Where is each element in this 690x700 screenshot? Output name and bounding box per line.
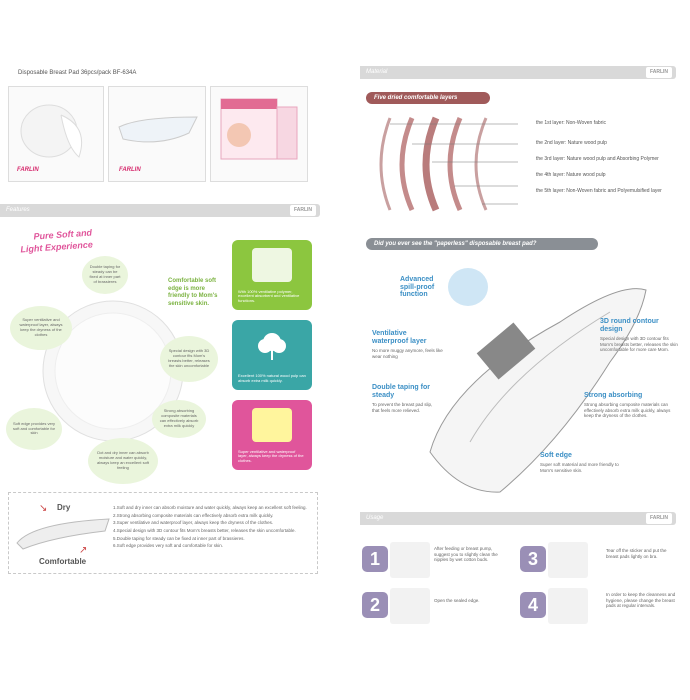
feature-list <box>113 505 313 549</box>
step-text: Tear off the sticker and put the breast pads lightly on bra. <box>606 548 667 559</box>
usage-banner <box>360 512 676 525</box>
feature-list-item: 6.Soft edge provides very soft and comfortable for skin. <box>113 543 224 549</box>
step-text: Open the sealed edge. <box>434 598 480 603</box>
question-pill: Did you ever see the "paperless" disposable breast pad? <box>366 238 598 250</box>
product-photo-pad <box>8 86 104 182</box>
headline-line-2: Light Experience <box>20 239 94 255</box>
layer-label: the 2nd layer: Nature wood pulp <box>536 140 607 146</box>
brand-logo: FARLIN <box>119 167 141 173</box>
spill-proof-icon <box>448 268 488 306</box>
pad-3d-illustration <box>410 262 660 502</box>
headline-line-1: Pure Soft and <box>33 227 93 242</box>
layers-illustration <box>368 110 518 220</box>
layers-pill: Five dried comfortable layers <box>366 92 490 104</box>
cotton-icon <box>252 328 292 362</box>
double-taping-desc: To prevent the breast pad slip, that feels more relieved. <box>372 402 433 413</box>
polymer-icon <box>252 248 292 282</box>
features-banner-title: Features <box>6 207 30 213</box>
tile-text: With 100% ventilative polymer, excellent absorbent and ventilative functions. <box>238 288 300 304</box>
usage-banner-title: Usage <box>366 515 384 521</box>
contour-heading: 3D round contour design <box>600 318 659 333</box>
feature-bubble: Strong absorbing composite materials can effectively absorb extra milk quickly <box>152 400 206 438</box>
material-banner-title: Material <box>366 69 388 75</box>
contour-desc: Special design with 3D contour fits Mom's breasts better, releases the skin uncomfortable for more care Mom. <box>600 336 678 353</box>
feature-bubble: Soft edge provides very soft and comfortable for skin <box>6 408 62 450</box>
feature-bubble: Double taping for steady can be fixed at inner part of brassieres <box>82 256 128 294</box>
tile-text: Excellent 100% natural wood pulp can absorb extra milk quickly. <box>238 373 306 384</box>
product-photo-box <box>210 86 308 182</box>
layer-label: the 3rd layer: Nature wood pulp and Absorbing Polymer <box>536 156 659 162</box>
comfortable-arrow-icon: ↗ <box>79 545 88 556</box>
step-1-image <box>390 542 430 578</box>
soft-edge-heading: Soft edge <box>540 452 572 459</box>
tile-text: Super ventilative and waterproof layer, always keep the dryness of the clothes. <box>238 448 304 464</box>
comfortable-label: Comfortable <box>39 557 87 566</box>
layer-label: the 5th layer: Non-Woven fabric and Polyemulsified layer <box>536 188 662 194</box>
pad-cross-section <box>13 513 113 553</box>
step-4-image <box>548 588 588 624</box>
step-number: 3 <box>520 546 546 572</box>
soft-edge-desc: Super soft material and more friendly to Mom's sensitive skin. <box>540 462 619 473</box>
layers-diagram-box <box>8 492 318 574</box>
step-number: 2 <box>362 592 388 618</box>
feature-list-item: 1.Soft and dry inner can absorb moisture and water quickly, always keep an excellent soft feeling. <box>113 505 307 510</box>
spill-proof-heading: Advanced spill-proof function <box>400 276 435 299</box>
step-3-image <box>548 542 588 578</box>
ventilative-heading: Ventilative waterproof layer <box>372 330 427 345</box>
brand-logo: FARLIN <box>290 205 316 216</box>
feature-bubble: Dot and dry inner can absorb moisture and water quickly, always keep an excellent soft feeling <box>88 438 158 484</box>
features-banner <box>0 204 320 217</box>
product-box-image <box>211 87 307 181</box>
double-taping-heading: Double taping for steady <box>372 384 430 399</box>
features-headline <box>19 227 93 255</box>
step-number: 1 <box>362 546 388 572</box>
brand-logo: FARLIN <box>646 67 672 78</box>
step-2-image <box>390 588 430 624</box>
feature-tile-waterproof <box>232 400 312 470</box>
material-banner <box>360 66 676 79</box>
brand-logo: FARLIN <box>17 167 39 173</box>
feature-tile-wood-pulp <box>232 320 312 390</box>
feature-bubble: Special design with 3D contour fits Mom's breasts better, releases the skin uncomfortable <box>160 336 218 382</box>
step-text: After feeding or breast pump, suggest you to slightly clean the nipples by wet cotton buds. <box>434 546 498 563</box>
feature-tile-polymer <box>232 240 312 310</box>
step-text: In order to keep the cleanness and hygiene, please change the breast pads at regular intervals. <box>606 592 676 609</box>
layer-label: the 4th layer: Nature wood pulp <box>536 172 606 178</box>
feature-bubble: Super ventilative and waterproof layer, always keep the dryness of the clothes <box>10 306 72 350</box>
product-title: Disposable Breast Pad 36pcs/pack BF-634A <box>18 70 137 76</box>
brand-logo: FARLIN <box>646 513 672 524</box>
feature-list-item: 4.Special design with 3D contour fits Mom's breasts better, releases the skin uncomfortable. <box>113 527 296 533</box>
product-photo-pad-side <box>108 86 206 182</box>
waterproof-icon <box>252 408 292 442</box>
feature-list-item: 2.Strong absorbing composite materials can effectively absorb extra milk quickly. <box>113 512 274 518</box>
absorbing-desc: Strong absorbing composite materials can effectively absorb extra milk quickly, always keep the dryness of the clothes. <box>584 402 671 419</box>
absorbing-heading: Strong absorbing <box>584 392 643 399</box>
feature-list-item: 5.Double taping for steady can be fixed at inner part of brassieres. <box>113 535 245 541</box>
layer-label: the 1st layer: Non-Woven fabric <box>536 120 606 126</box>
dry-label: Dry <box>57 503 71 512</box>
ventilative-desc: No more muggy anymore, feels like wear nothing <box>372 348 443 359</box>
feature-list-item: 3.Super ventilative and waterproof layer, always keep the dryness of the clothes. <box>113 520 274 526</box>
dry-arrow-icon: ↘ <box>39 503 48 514</box>
layer-list <box>536 120 676 194</box>
step-number: 4 <box>520 592 546 618</box>
soft-edge-callout: Comfortable soft edge is more friendly to Mom's sensitive skin. <box>168 278 218 307</box>
